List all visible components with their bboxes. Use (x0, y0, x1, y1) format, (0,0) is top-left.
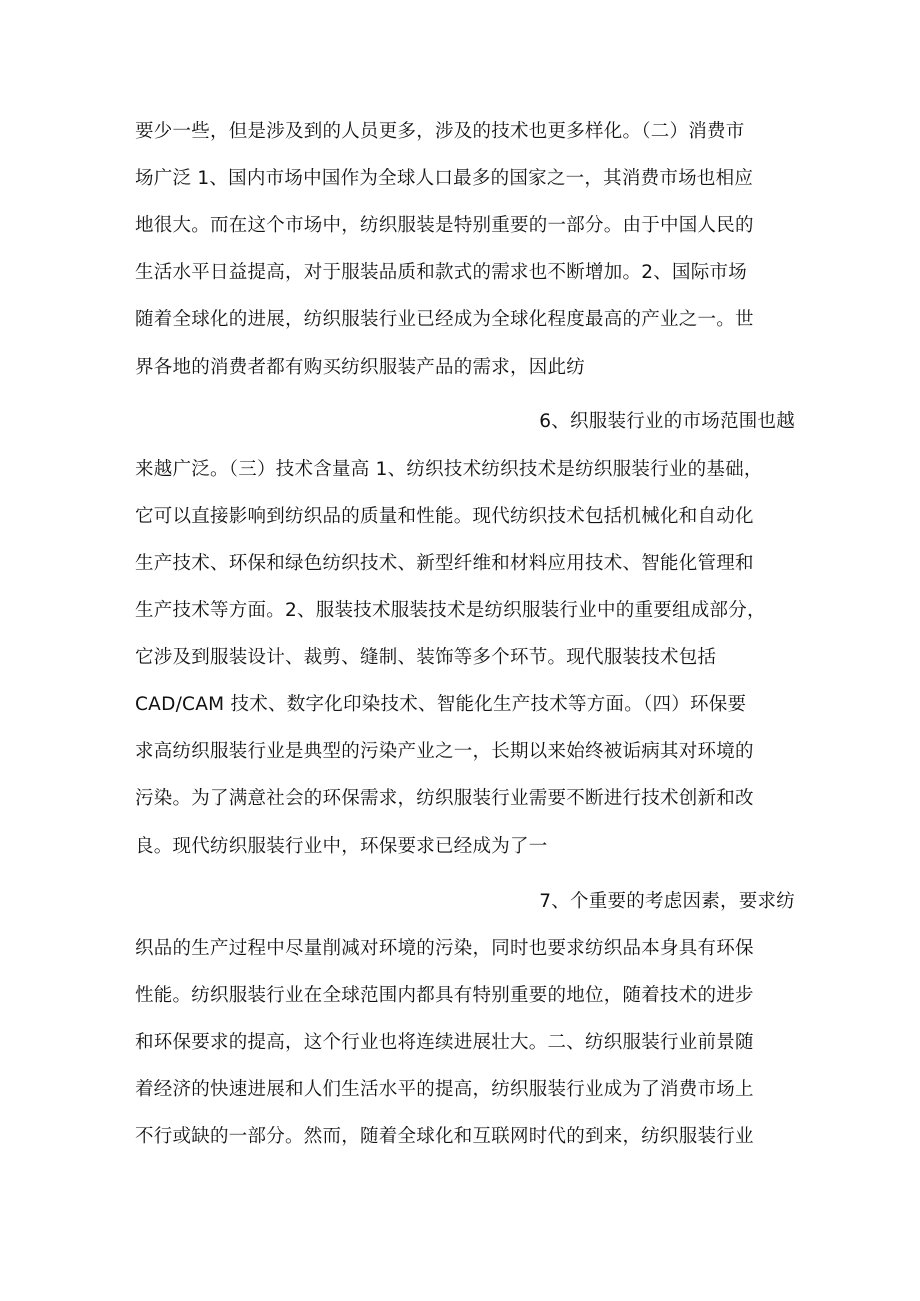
text-line: 生活水平日益提高，对于服装品质和款式的需求也不断增加。2、国际市场 (135, 262, 748, 283)
text-line: 它涉及到服装设计、裁剪、缝制、装饰等多个环节。现代服装技术包括 (135, 647, 717, 668)
text-line: 生产技术、环保和绿色纺织技术、新型纤维和材料应用技术、智能化管理和 (135, 553, 754, 574)
text-line: 界各地的消费者都有购买纺织服装产品的需求，因此纺 (135, 357, 586, 378)
text-line: 随着全球化的进展，纺织服装行业已经成为全球化程度最高的产业之一。世 (135, 309, 754, 330)
text-line: 生产技术等方面。2、服装技术服装技术是纺织服装行业中的重要组成部分， (135, 600, 766, 621)
text-line: 场广泛 1、国内市场中国作为全球人口最多的国家之一，其消费市场也相应 (135, 168, 754, 189)
text-line: 织品的生产过程中尽量削减对环境的污染，同时也要求纺织品本身具有环保 (135, 938, 754, 959)
text-line: 要少一些，但是涉及到的人员更多，涉及的技术也更多样化。（二）消费市 (135, 121, 745, 142)
text-line: 地很大。而在这个市场中，纺织服装是特别重要的一部分。由于中国人民的 (135, 215, 754, 236)
page-break-line: 6、织服装行业的市场范围也越 (539, 411, 795, 432)
text-line: 污染。为了满意社会的环保需求，纺织服装行业需要不断进行技术创新和改 (135, 788, 754, 809)
page-break-line: 7、个重要的考虑因素，要求纺 (539, 891, 795, 912)
text-line: 良。现代纺织服装行业中，环保要求已经成为了一 (135, 836, 548, 857)
text-line: 和环保要求的提高，这个行业也将连续进展壮大。二、纺织服装行业前景随 (135, 1032, 754, 1053)
text-line: 来越广泛。（三）技术含量高 1、纺织技术纺织技术是纺织服装行业的基础， (135, 459, 763, 480)
text-line: CAD/CAM 技术、数字化印染技术、智能化生产技术等方面。（四）环保要 (135, 694, 747, 715)
text-line: 不行或缺的一部分。然而，随着全球化和互联网时代的到来，纺织服装行业 (135, 1126, 754, 1147)
text-line: 性能。纺织服装行业在全球范围内都具有特别重要的地位，随着技术的进步 (135, 985, 754, 1006)
text-line: 着经济的快速进展和人们生活水平的提高，纺织服装行业成为了消费市场上 (135, 1079, 754, 1100)
text-line: 它可以直接影响到纺织品的质量和性能。现代纺织技术包括机械化和自动化 (135, 506, 754, 527)
text-line: 求高纺织服装行业是典型的污染产业之一，长期以来始终被诟病其对环境的 (135, 741, 754, 762)
